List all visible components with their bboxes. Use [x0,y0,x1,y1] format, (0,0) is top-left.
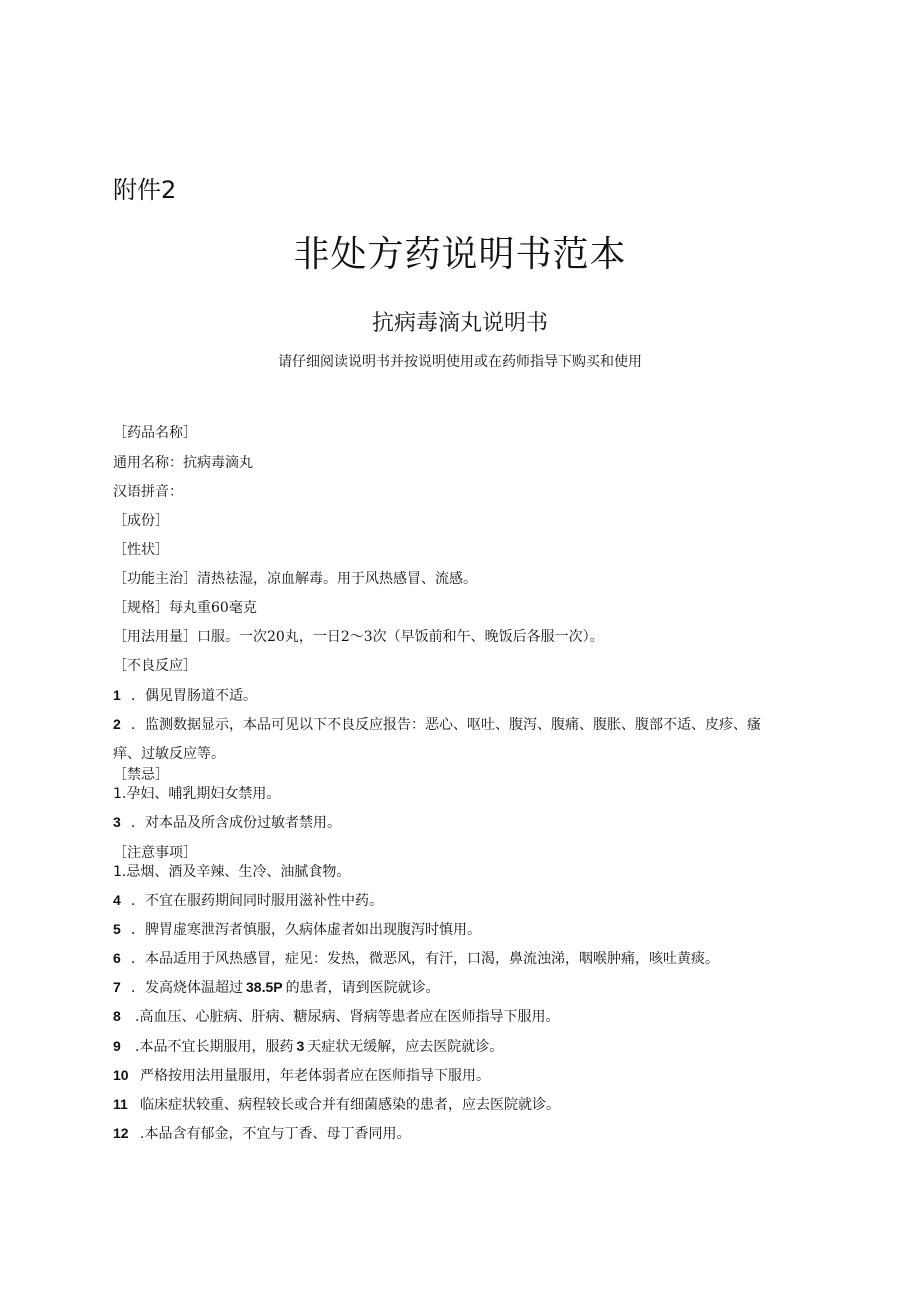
caution-item-4-text: ．不宜在服药期间同时服用滋补性中药。 [131,893,383,909]
contra-item-3 [113,812,341,832]
generic-name: 通用名称：抗病毒滴丸 [113,455,253,471]
specification-text: ［规格］每丸重60毫克 [113,600,257,616]
caution-item-12 [113,1123,410,1143]
caution-item-7-temperature: 38.5P [246,979,283,995]
pinyin-name: 汉语拼音： [113,484,183,500]
document-subtitle: 抗病毒滴丸说明书 [371,311,548,336]
caution-item-12-text: .本品含有郁金，不宜与丁香、母丁香同用。 [140,1126,411,1142]
caution-item-11 [113,1094,560,1114]
caution-item-5-text: ．脾胃虚寒泄泻者慎服，久病体虚者如出现腹泻时慎用。 [131,922,481,938]
caution-item-10-number: 10 [113,1067,129,1083]
caution-item-7 [113,977,440,997]
caution-item-12-number: 12 [113,1125,129,1141]
properties-heading: ［性状］ [113,542,169,558]
ingredients-heading: ［成份］ [113,513,169,529]
adverse-item-2-number: 2 [113,716,121,732]
adverse-item-2-continued: 痒、过敏反应等。 [113,746,225,762]
contra-item-3-text: ．对本品及所含成份过敏者禁用。 [131,815,341,831]
caution-item-8-number: 8 [113,1008,121,1024]
caution-item-5 [113,919,481,939]
adverse-item-2 [113,714,761,734]
contraindications-heading: ［禁忌］ [113,767,169,783]
usage-notice: 请仔细阅读说明书并按说明使用或在药师指导下购买和使用 [278,354,642,370]
caution-item-4 [113,890,383,910]
caution-item-9 [113,1036,503,1056]
contra-item-3-number: 3 [113,814,121,830]
caution-item-7-number: 7 [113,979,121,995]
adverse-item-2-text: ．监测数据显示，本品可见以下不良反应报告：恶心、呕吐、腹泻、腹痛、腹胀、腹部不适、皮疹、瘙 [131,717,761,733]
contra-item-1: 1.孕妇、哺乳期妇女禁用。 [113,786,281,802]
indications-text: ［功能主治］清热祛湿，凉血解毒。用于风热感冒、流感。 [113,571,477,587]
caution-item-6-number: 6 [113,950,121,966]
caution-item-10 [113,1065,490,1085]
caution-item-7-text-b: 的患者，请到医院就诊。 [285,980,440,996]
caution-item-9-days: 3 [296,1038,305,1054]
caution-item-9-text-a: .本品不宜长期服用，服药 [135,1039,294,1055]
caution-item-8-text: .高血压、心脏病、肝病、糖尿病、肾病等患者应在医师指导下服用。 [135,1009,560,1025]
adverse-reactions-heading: ［不良反应］ [113,658,197,674]
caution-item-6-text: ．本品适用于风热感冒，症见：发热，微恶风，有汗，口渴，鼻流浊涕，咽喉肿痛，咳吐黄痰。 [131,951,719,967]
caution-item-8 [113,1006,559,1026]
caution-item-4-number: 4 [113,892,121,908]
caution-item-9-text-b: 天症状无缓解，应去医院就诊。 [307,1039,504,1055]
adverse-item-1 [113,685,257,705]
caution-item-11-text: 临床症状较重、病程较长或合并有细菌感染的患者，应去医院就诊。 [140,1097,560,1113]
caution-item-10-text: 严格按用法用量服用，年老体弱者应在医师指导下服用。 [140,1068,490,1084]
attachment-label: 附件2 [113,176,177,204]
caution-item-7-text-a: ．发高烧体温超过 [131,980,243,996]
document-title: 非处方药说明书范本 [293,234,627,275]
caution-item-1: 1.忌烟、酒及辛辣、生冷、油腻食物。 [113,864,351,880]
caution-item-6 [113,948,719,968]
adverse-item-1-number: 1 [113,687,121,703]
caution-item-9-number: 9 [113,1038,121,1054]
drug-name-heading: ［药品名称］ [113,425,197,441]
dosage-text: ［用法用量］口服。一次20丸，一日2～3次（早饭前和午、晚饭后各服一次）。 [113,629,604,645]
adverse-item-1-text: ．偶见胃肠道不适。 [131,688,257,704]
cautions-heading: ［注意事项］ [113,845,197,861]
caution-item-5-number: 5 [113,921,121,937]
caution-item-11-number: 11 [113,1096,128,1112]
